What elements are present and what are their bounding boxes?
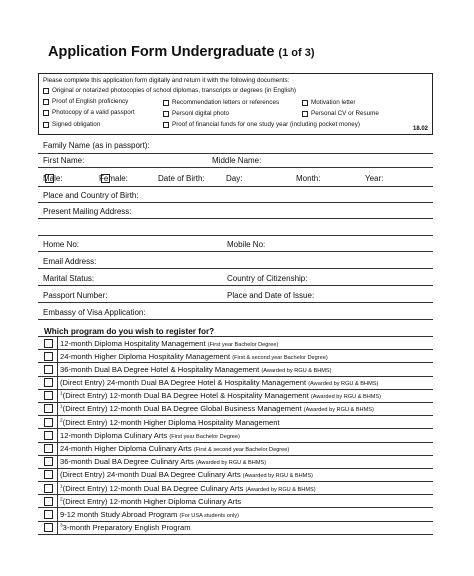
citizenship-label: Country of Citizenship: <box>227 274 308 283</box>
column-divider <box>57 495 58 507</box>
program-label <box>60 484 316 493</box>
gender-dob-row: Male: Female: Date of Birth: Day: Month: Year: <box>38 167 433 187</box>
doc-checkbox[interactable] <box>302 100 308 106</box>
family-name-row[interactable] <box>38 139 433 154</box>
program-checkbox[interactable] <box>44 523 53 532</box>
embassy-row[interactable] <box>38 302 433 320</box>
column-divider <box>57 469 58 481</box>
home-no-label: Home No: <box>43 240 80 249</box>
program-name: 12-month Diploma Culinary Arts <box>60 430 168 440</box>
mailing-address-label: Present Mailing Address: <box>43 207 132 216</box>
program-checkbox[interactable] <box>44 457 53 466</box>
doc-item-cv[interactable]: Personal CV or Resume <box>302 110 379 117</box>
required-documents-box <box>38 73 433 135</box>
program-checkbox[interactable] <box>44 339 53 348</box>
program-note: (Awarded by RGU & BHMS) <box>245 486 316 493</box>
column-divider <box>57 390 58 402</box>
column-divider <box>57 377 58 389</box>
marital-status-label: Marital Status: <box>43 274 95 283</box>
program-checkbox[interactable] <box>44 418 53 427</box>
doc-item-english-proof[interactable]: Proof of English proficiency <box>43 98 128 105</box>
doc-checkbox[interactable] <box>43 99 49 105</box>
dob-label: Date of Birth: <box>158 174 205 183</box>
program-option[interactable] <box>38 495 433 508</box>
program-label <box>60 444 289 453</box>
footnote-marker: 2 <box>60 418 63 424</box>
place-date-issue-label: Place and Date of Issue: <box>227 291 315 300</box>
footnote-marker: 1 <box>60 484 63 490</box>
program-label <box>60 457 266 466</box>
embassy-label: Embassy of Visa Application: <box>43 308 146 317</box>
marital-citizenship-row[interactable] <box>38 268 433 286</box>
program-name: 36-month Dual BA Degree Culinary Arts <box>60 457 194 467</box>
program-label <box>60 339 278 348</box>
footnote-marker: 3 <box>60 523 63 529</box>
program-note: (For USA students only) <box>179 512 239 519</box>
program-note: (Awarded by RGU & BHMS) <box>242 473 313 480</box>
email-label: Email Address: <box>43 257 97 266</box>
doc-item-passport[interactable]: Photocopy of a valid passport <box>43 109 135 116</box>
month-label: Month: <box>296 174 321 183</box>
program-checkbox[interactable] <box>44 497 53 506</box>
footnote-marker: 2 <box>60 497 63 503</box>
program-option[interactable] <box>38 508 433 521</box>
doc-checkbox[interactable] <box>43 122 49 128</box>
program-option[interactable] <box>38 522 433 535</box>
program-heading: Which program do you wish to register for? <box>44 327 215 336</box>
program-name: 3-month Preparatory English Program <box>62 523 191 533</box>
doc-checkbox[interactable] <box>163 111 169 117</box>
program-option[interactable] <box>38 350 433 363</box>
program-name: 24-month Higher Diploma Hospitality Management <box>60 351 231 361</box>
program-checkbox[interactable] <box>44 431 53 440</box>
column-divider <box>57 482 58 494</box>
form-code: 18.02 <box>412 126 428 132</box>
family-name-label: Family Name (as in passport): <box>43 141 150 150</box>
program-note: (Awarded by RGU & BHMS) <box>308 381 379 388</box>
doc-checkbox[interactable] <box>302 111 308 117</box>
documents-intro: Please complete this application form digitally and return it with the following documents: <box>43 77 290 84</box>
program-checkbox[interactable] <box>44 484 53 493</box>
column-divider <box>57 522 58 534</box>
program-option[interactable] <box>38 416 433 429</box>
program-checkbox[interactable] <box>44 378 53 387</box>
email-row[interactable] <box>38 251 433 269</box>
doc-checkbox[interactable] <box>43 110 49 116</box>
program-option[interactable] <box>38 469 433 482</box>
column-divider <box>57 508 58 520</box>
doc-item-recommendation[interactable]: Recommendation letters or references <box>163 99 279 106</box>
program-note: (Awarded by RGU & BHMS) <box>310 394 382 401</box>
program-option[interactable] <box>38 443 433 456</box>
program-name: 9-12 month Study Abroad Program <box>60 509 178 519</box>
program-label <box>60 391 381 400</box>
year-label: Year: <box>365 174 384 183</box>
column-divider <box>57 350 58 362</box>
column-divider <box>57 456 58 468</box>
program-name: (Direct Entry) 24-month Dual BA Degree Hotel & Hospitality Management <box>60 378 307 388</box>
place-country-birth-label: Place and Country of Birth: <box>43 191 139 200</box>
column-divider <box>57 363 58 375</box>
program-label <box>60 378 378 387</box>
program-checkbox[interactable] <box>44 444 53 453</box>
program-label <box>60 523 191 532</box>
doc-item-motivation[interactable]: Motivation letter <box>302 99 355 106</box>
program-option[interactable] <box>38 363 433 376</box>
program-note: (First & second year Bachelor Degree) <box>232 354 328 361</box>
doc-checkbox[interactable] <box>163 100 169 106</box>
name-row[interactable] <box>38 153 433 168</box>
program-label <box>60 510 239 519</box>
doc-item-photo[interactable]: Personl digital photo <box>163 110 229 117</box>
program-note: (Awarded by RGU & BHMS) <box>261 367 332 374</box>
doc-item-financial[interactable]: Proof of financial funds for one study year (including pocket money) <box>163 121 360 128</box>
program-name: (Direct Entry) 12-month Dual BA Degree Global Business Management <box>62 404 302 414</box>
program-label <box>60 365 332 374</box>
middle-name-label: Middle Name: <box>212 156 262 165</box>
footnote-marker: 1 <box>60 404 63 410</box>
program-name: (Direct Entry) 12-month Dual BA Degree Culinary Arts <box>62 483 244 493</box>
program-label <box>60 418 280 427</box>
program-checkbox[interactable] <box>44 510 53 519</box>
program-checkbox[interactable] <box>44 365 53 374</box>
footnote-marker: 1 <box>60 391 63 397</box>
program-checkbox[interactable] <box>44 470 53 479</box>
passport-number-label: Passport Number: <box>43 291 108 300</box>
program-name: 12-month Diploma Hospitality Management <box>60 338 206 348</box>
program-checkbox[interactable] <box>44 352 53 361</box>
program-label <box>60 470 313 479</box>
program-checkbox[interactable] <box>44 404 53 413</box>
program-option[interactable] <box>38 429 433 442</box>
column-divider <box>57 337 58 349</box>
program-name: 24-month Higher Diploma Culinary Arts <box>60 444 192 453</box>
program-note: (First & second year Bachelor Degree) <box>193 447 290 453</box>
program-note: (First year Bachelor Degree) <box>169 433 240 440</box>
program-option[interactable] <box>38 403 433 416</box>
column-divider <box>57 429 58 441</box>
doc-item-diplomas[interactable]: Original or notarized photocopies of school diplomas, transcripts or degrees (in English) <box>43 87 296 94</box>
column-divider <box>57 416 58 428</box>
birth-place-row[interactable] <box>38 186 433 203</box>
program-name: (Direct Entry) 12-month Higher Diploma Hospitality Management <box>62 417 280 427</box>
program-name: (Direct Entry) 12-month Higher Diploma Culinary Arts <box>62 496 242 506</box>
program-label <box>60 404 374 413</box>
column-divider <box>57 403 58 415</box>
page-part: (1 of 3) <box>278 47 315 59</box>
program-option[interactable] <box>38 482 433 495</box>
passport-row[interactable] <box>38 285 433 303</box>
program-note: (First year Bachelor Degree) <box>207 341 279 348</box>
day-label: Day: <box>226 174 243 183</box>
program-option[interactable] <box>38 377 433 390</box>
doc-checkbox[interactable] <box>43 88 49 94</box>
program-list <box>38 336 433 535</box>
doc-checkbox[interactable] <box>163 122 169 128</box>
program-name: 36-month Dual BA Degree Hotel & Hospitality Management <box>60 364 260 374</box>
program-checkbox[interactable] <box>44 391 53 400</box>
program-label <box>60 352 328 361</box>
program-option[interactable] <box>38 390 433 403</box>
female-checkbox[interactable] <box>101 174 110 183</box>
page-title: Application Form Undergraduate (1 of 3) <box>48 44 315 60</box>
mailing-address-line-2[interactable] <box>38 218 433 236</box>
program-name: (Direct Entry) 24-month Dual BA Degree Culinary Arts <box>60 470 241 480</box>
program-option[interactable] <box>38 456 433 469</box>
program-option[interactable] <box>38 336 433 350</box>
mailing-address-row[interactable] <box>38 202 433 219</box>
program-label <box>60 431 240 440</box>
program-note: (Awarded by RGU & BHMS) <box>303 407 374 414</box>
program-label <box>60 497 241 506</box>
program-note: (Awarded by RGU & BHMS) <box>195 460 267 467</box>
program-name: (Direct Entry) 12-month Dual BA Degree Hotel & Hospitality Management <box>62 391 309 401</box>
column-divider <box>57 443 58 455</box>
mobile-no-label: Mobile No: <box>227 240 266 249</box>
first-name-label: First Name: <box>43 156 85 165</box>
phone-row[interactable] <box>38 235 433 252</box>
male-checkbox[interactable] <box>45 174 54 183</box>
doc-item-obligation[interactable]: Signed obligation <box>43 121 100 128</box>
